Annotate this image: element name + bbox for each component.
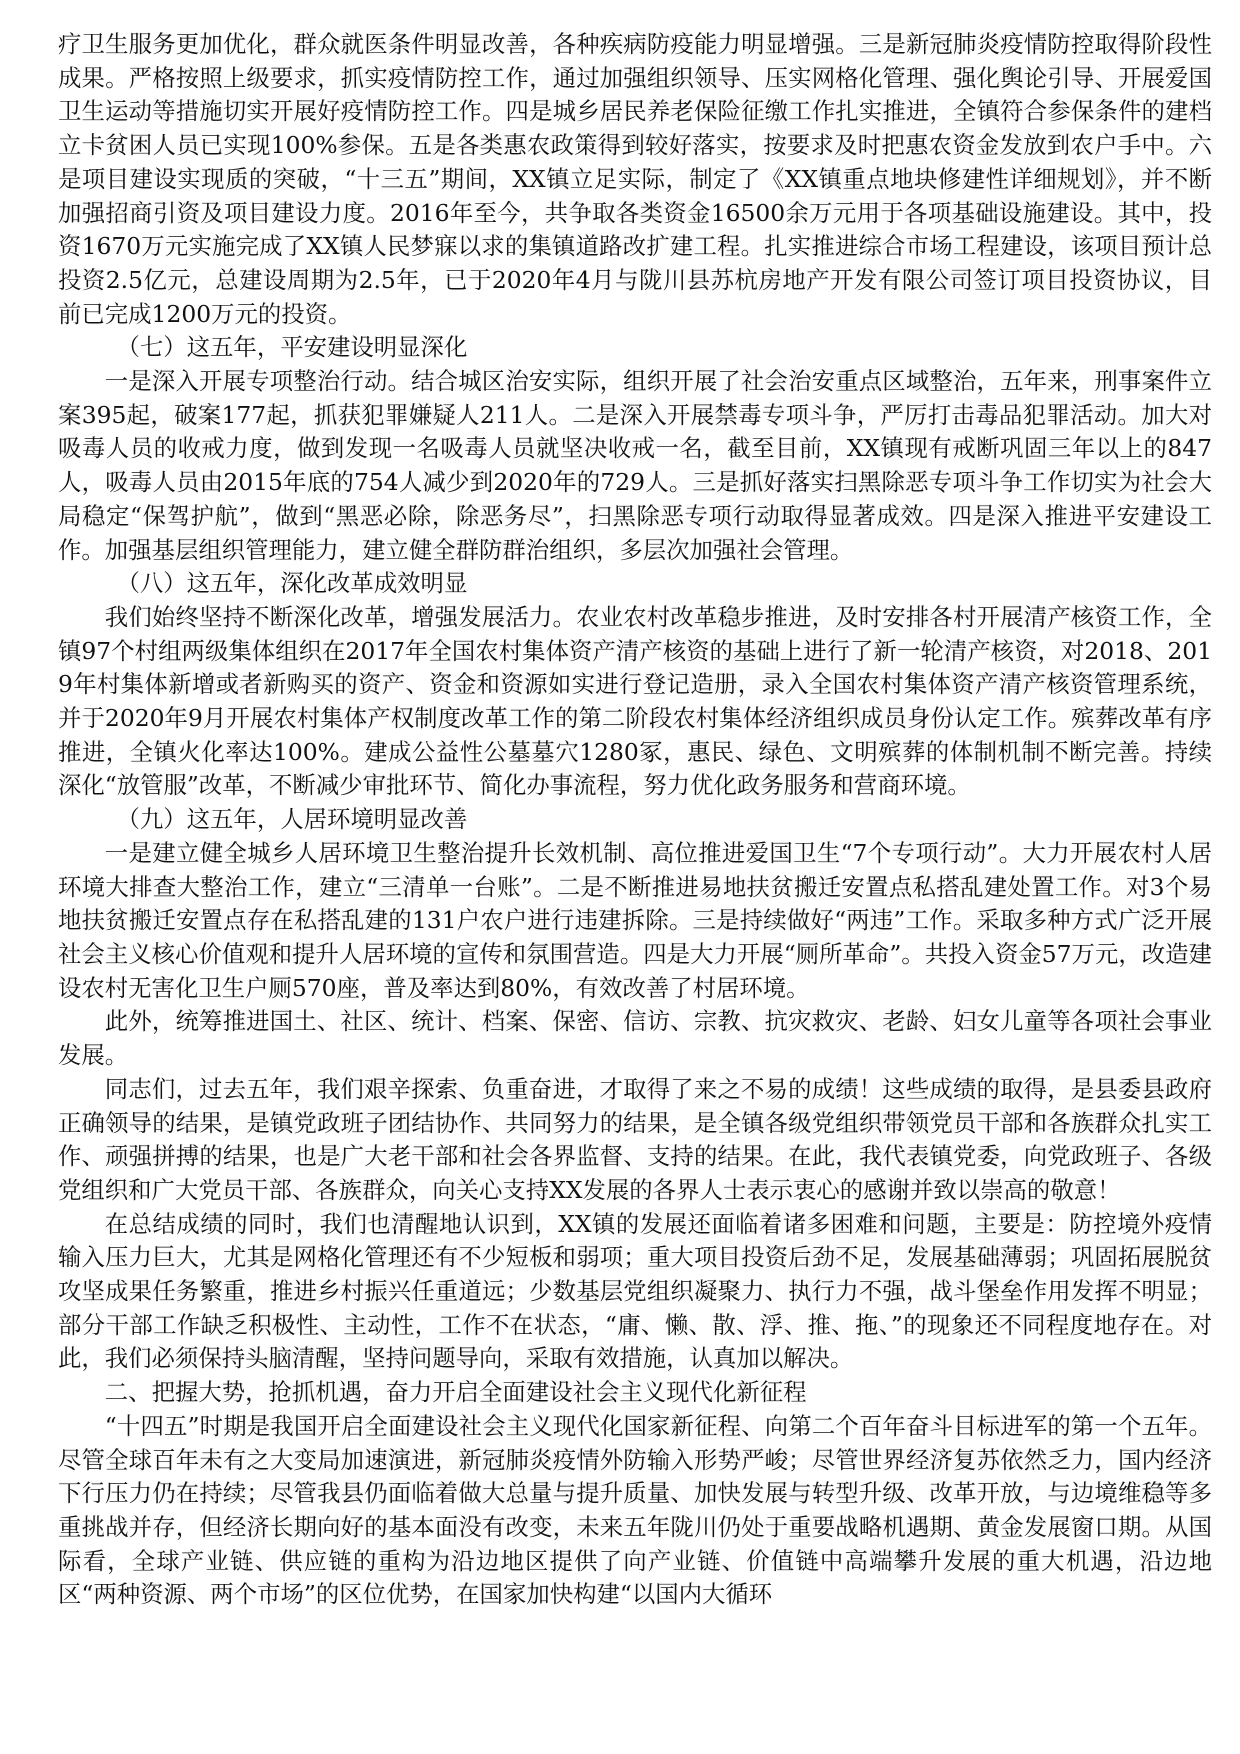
paragraph: 此外，统筹推进国土、社区、统计、档案、保密、信访、宗教、抗灾救灾、老龄、妇女儿童等各项社会事业发展。 — [58, 1007, 1212, 1070]
paragraph: “十四五”时期是我国开启全面建设社会主义现代化国家新征程、向第二个百年奋斗目标进军的第一个五年。尽管全球百年未有之大变局加速演进，新冠肺炎疫情外防输入形势严峻；尽管世界经济复苏依然乏力，国内经济下行压力仍在持续；尽管我县仍面临着做大总量与提升质量、加快发展与转型升级、改革开放，与边境维稳等多重挑战并存，但经济长期向好的基本面没有改变，未来五年陇川仍处于重要战略机遇期、黄金发展窗口期。从国际看，全球产业链、供应链的重构为沿边地区提供了向产业链、价值链中高端攀升发展的重大机遇，沿边地区“两种资源、两个市场”的区位优势，在国家加快构建“以国内大循环 — [58, 1411, 1212, 1609]
paragraph-continued: 疗卫生服务更加优化，群众就医条件明显改善，各种疾病防疫能力明显增强。三是新冠肺炎疫情防控取得阶段性成果。严格按照上级要求，抓实疫情防控工作，通过加强组织领导、压实网格化管理、强化舆论引导、开展爱国卫生运动等措施切实开展好疫情防控工作。四是城乡居民养老保险征缴工作扎实推进，全镇符合参保条件的建档立卡贫困人员已实现100%参保。五是各类惠农政策得到较好落实，按要求及时把惠农资金发放到农户手中。六是项目建设实现质的突破，“十三五”期间，XX镇立足实际，制定了《XX镇重点地块修建性详细规划》，并不断加强招商引资及项目建设力度。2016年至今，共争取各类资金16500余万元用于各项基础设施建设。其中，投资1670万元实施完成了XX镇人民梦寐以求的集镇道路改扩建工程。扎实推进综合市场工程建设，该项目预计总投资2.5亿元，总建设周期为2.5年，已于2020年4月与陇川县苏杭房地产开发有限公司签订项目投资协议，目前已完成1200万元的投资。 — [58, 30, 1212, 328]
paragraph: 在总结成绩的同时，我们也清醒地认识到，XX镇的发展还面临着诸多困难和问题，主要是：防控境外疫情输入压力巨大，尤其是网格化管理还有不少短板和弱项；重大项目投资后劲不足，发展基础薄弱；巩固拓展脱贫攻坚成果任务繁重，推进乡村振兴任重道远；少数基层党组织凝聚力、执行力不强，战斗堡垒作用发挥不明显；部分干部工作缺乏积极性、主动性，工作不在状态，“庸、懒、散、浮、推、拖、”的现象还不同程度地存在。对此，我们必须保持头脑清醒，坚持问题导向，采取有效措施，认真加以解决。 — [58, 1209, 1212, 1373]
section-heading-9: （九）这五年，人居环境明显改善 — [116, 805, 468, 834]
paragraph: 一是深入开展专项整治行动。结合城区治安实际，组织开展了社会治安重点区域整治，五年来，刑事案件立案395起，破案177起，抓获犯罪嫌疑人211人。二是深入开展禁毒专项斗争，严厉打击毒品犯罪活动。加大对吸毒人员的收戒力度，做到发现一名吸毒人员就坚决收戒一名，截至目前，XX镇现有戒断巩固三年以上的847人，吸毒人员由2015年底的754人减少到2020年的729人。三是抓好落实扫黑除恶专项斗争工作切实为社会大局稳定“保驾护航”，做到“黑恶必除，除恶务尽”，扫黑除恶专项行动取得显著成效。四是深入推进平安建设工作。加强基层组织管理能力，建立健全群防群治组织，多层次加强社会管理。 — [58, 367, 1212, 564]
chapter-heading-2: 二、把握大势，抢抓机遇，奋力开启全面建设社会主义现代化新征程 — [104, 1378, 807, 1407]
paragraph: 一是建立健全城乡人居环境卫生整治提升长效机制、高位推进爱国卫生“7个专项行动”。大力开展农村人居环境大排查大整治工作，建立“三清单一台账”。二是不断推进易地扶贫搬迁安置点私搭乱建处置工作。对3个易地扶贫搬迁安置点存在私搭乱建的131户农户进行违建拆除。三是持续做好“两违”工作。采取多种方式广泛开展社会主义核心价值观和提升人居环境的宣传和氛围营造。四是大力开展“厕所革命”。共投入资金57万元，改造建设农村无害化卫生户厕570座，普及率达到80%，有效改善了村居环境。 — [58, 838, 1212, 1002]
paragraph: 我们始终坚持不断深化改革，增强发展活力。农业农村改革稳步推进，及时安排各村开展清产核资工作，全镇97个村组两级集体组织在2017年全国农村集体资产清产核资的基础上进行了新一轮清产核资，对2018、2019年村集体新增或者新购买的资产、资金和资源如实进行登记造册，录入全国农村集体资产清产核资管理系统，并于2020年9月开展农村集体产权制度改革工作的第二阶段农村集体经济组织成员身份认定工作。殡葬改革有序推进，全镇火化率达100%。建成公益性公墓墓穴1280冢，惠民、绿色、文明殡葬的体制机制不断完善。持续深化“放管服”改革，不断减少审批环节、简化办事流程，努力优化政务服务和营商环境。 — [58, 602, 1212, 800]
section-heading-7: （七）这五年，平安建设明显深化 — [116, 333, 468, 362]
section-heading-8: （八）这五年，深化改革成效明显 — [116, 569, 468, 598]
paragraph: 同志们，过去五年，我们艰辛探索、负重奋进，才取得了来之不易的成绩！这些成绩的取得，是县委县政府正确领导的结果，是镇党政班子团结协作、共同努力的结果，是全镇各级党组织带领党员干部和各族群众扎实工作、顽强拼搏的结果，也是广大老干部和社会各界监督、支持的结果。在此，我代表镇党委，向党政班子、各级党组织和广大党员干部、各族群众，向关心支持XX发展的各界人士表示衷心的感谢并致以崇高的敬意！ — [58, 1074, 1212, 1204]
